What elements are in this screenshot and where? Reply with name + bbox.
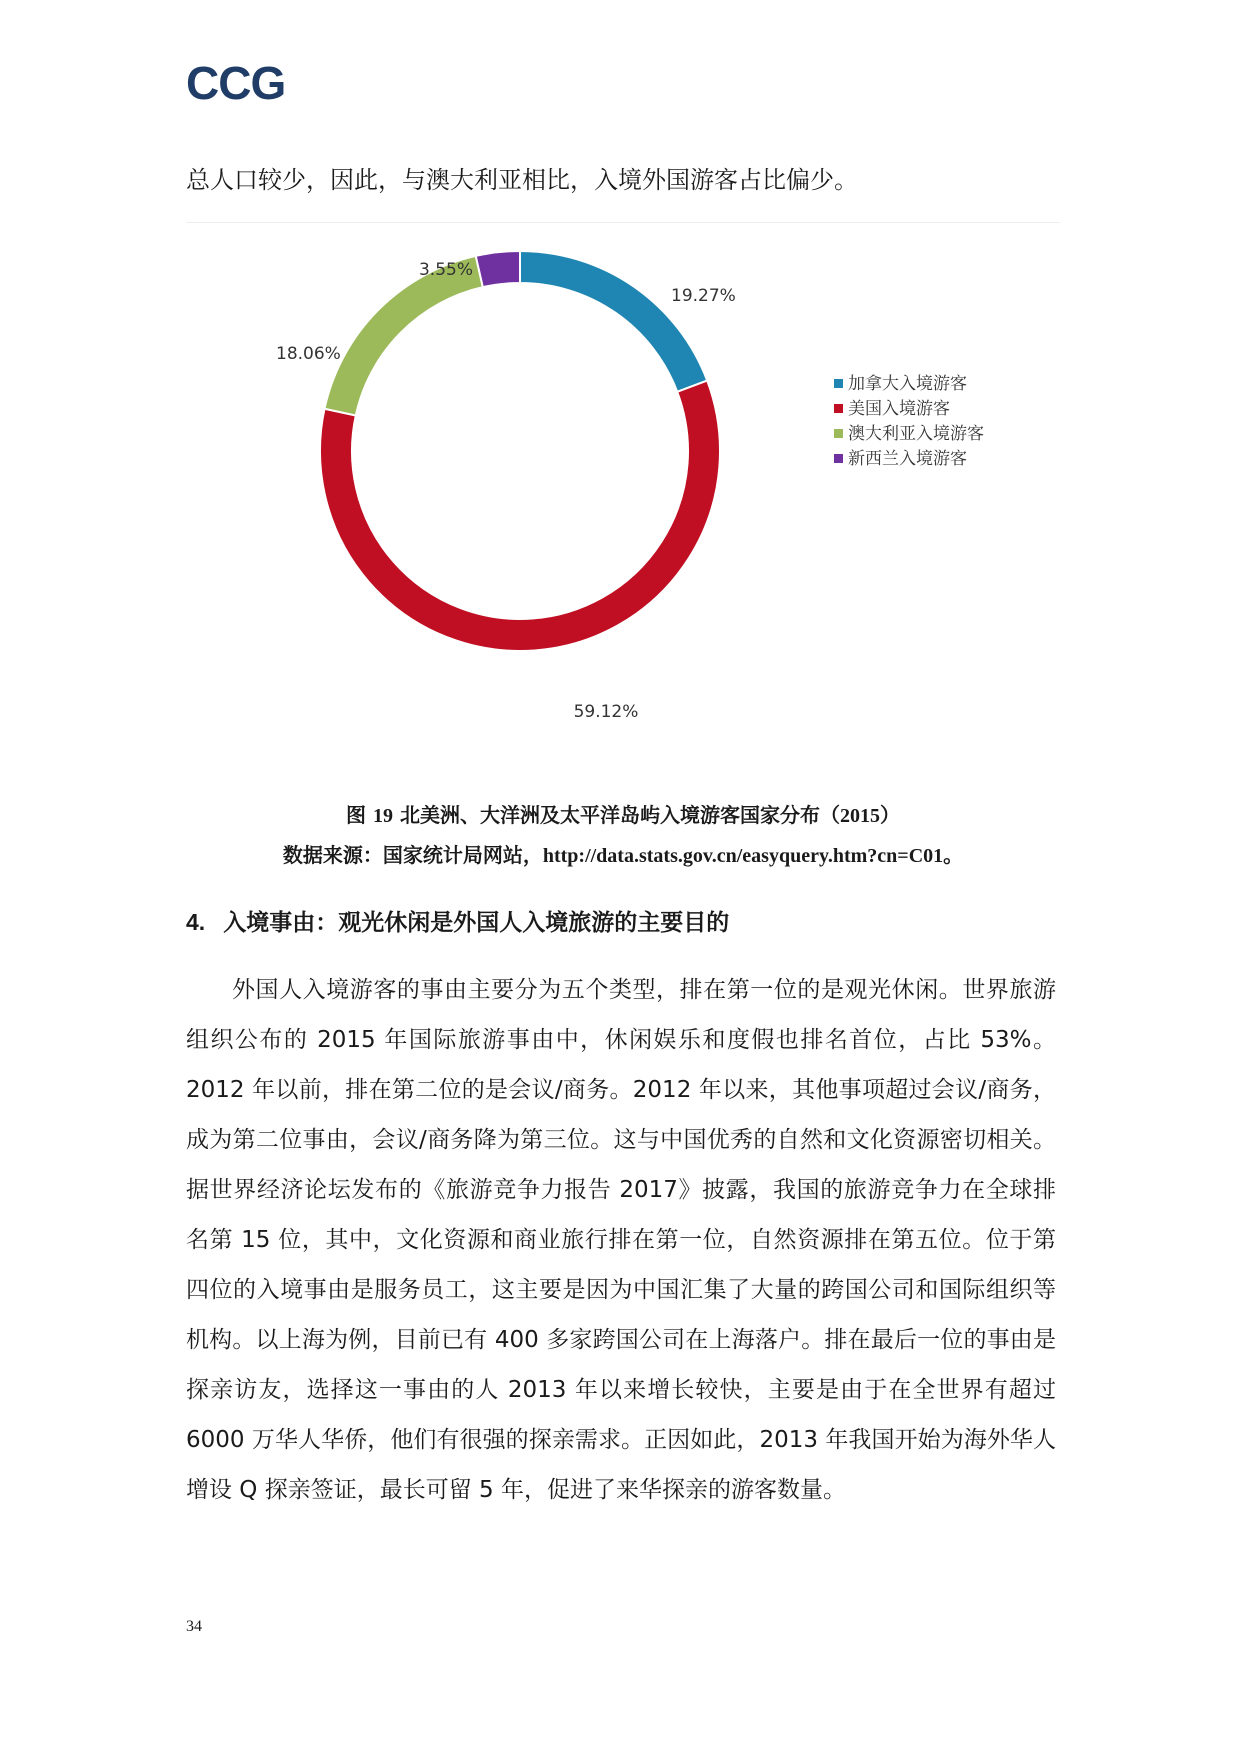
caption-number: 19 (373, 805, 393, 827)
ccg-logo: CCG (186, 57, 286, 109)
section-heading (186, 906, 729, 939)
page-number: 34 (186, 1618, 202, 1635)
legend-swatch-0 (834, 379, 843, 388)
legend-swatch-1 (834, 404, 843, 413)
legend-swatch-2 (834, 429, 843, 438)
source-end: 。 (943, 843, 964, 867)
source-url[interactable]: http://data.stats.gov.cn/easyquery.htm?cn=C01 (542, 845, 944, 867)
legend-label-1: 美国入境游客 (848, 399, 950, 419)
data-label-0: 19.27% (671, 286, 736, 306)
figure-caption (186, 800, 1060, 831)
donut-chart-frame (186, 222, 1060, 741)
body-paragraph: 外国人入境游客的事由主要分为五个类型，排在第一位的是观光休闲。世界旅游组织公布的 2015 年国际旅游事由中，休闲娱乐和度假也排名首位，占比 53%。2012 年以前，排在第二位的是会议/商务。2012 年以来，其他事项超过会议/商务，成为第二位事由，会议/商务降为第三位。这与中国优秀的自然和文化资源密切相关。据世界经济论坛发布的《旅游竞争力报告 2017》披露，我国的旅游竞争力在全球排名第 15 位，其中，文化资源和商业旅行排在第一位，自然资源排在第五位。位于第四位的入境事由是服务员工，这主要是因为中国汇集了大量的跨国公司和国际组织等机构。以上海为例，目前已有 400 多家跨国公司在上海落户。排在最后一位的事由是探亲访友，选择这一事由的人 2013 年以来增长较快，主要是由于在全世界有超过 6000 万华人华侨，他们有很强的探亲需求。正因如此，2013 年我国开始为海外华人增设 Q 探亲签证，最长可留 5 年，促进了来华探亲的游客数量。 (186, 977, 1056, 1503)
legend-label-0: 加拿大入境游客 (848, 374, 967, 394)
intro-text: 总人口较少，因此，与澳大利亚相比，入境外国游客占比偏少。 (186, 166, 858, 194)
legend-label-3: 新西兰入境游客 (848, 449, 967, 469)
donut-slice-0 (520, 251, 707, 392)
section-title: 入境事由：观光休闲是外国人入境旅游的主要目的 (223, 910, 730, 936)
section-number: 4. (186, 909, 206, 935)
legend-label-2: 澳大利亚入境游客 (848, 424, 984, 444)
data-label-1: 59.12% (573, 702, 639, 722)
donut-slice-1 (320, 381, 720, 651)
figure-source (186, 840, 1060, 871)
donut-chart (186, 223, 1060, 741)
caption-end: ） (879, 803, 900, 827)
caption-year: 2015 (839, 805, 880, 827)
data-label-2: 18.06% (276, 344, 341, 364)
legend-swatch-3 (834, 454, 843, 463)
donut-slice-3 (476, 251, 520, 287)
data-label-3: 3.55% (418, 260, 473, 280)
caption-prefix: 图 (346, 803, 367, 827)
source-label: 数据来源：国家统计局网站， (282, 843, 543, 867)
caption-title: 北美洲、大洋洲及太平洋岛屿入境游客国家分布（ (399, 803, 840, 827)
